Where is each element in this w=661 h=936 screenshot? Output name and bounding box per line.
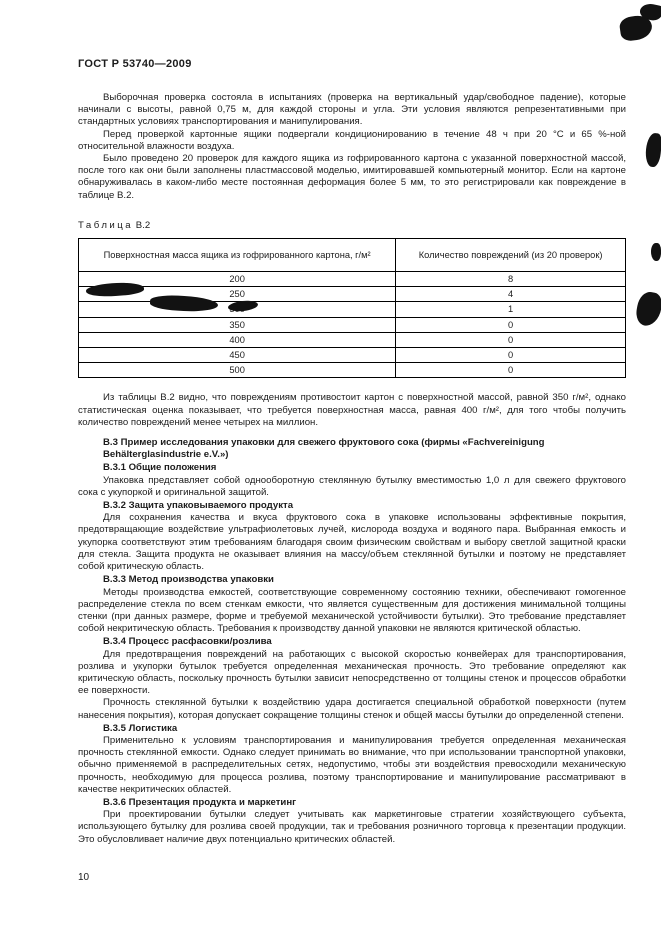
cell-damage: 0 [396, 317, 626, 332]
table-caption [78, 220, 626, 232]
cell-damage: 0 [396, 348, 626, 363]
paragraph: Применительно к условиям транспортирования и манипулирования требуется определенная механическая прочность стеклянной емкости. Однако следует принимать во внимание, что при использовании транспортной упаковки, обычно применяемой в распределительных сетях, недопустимо, чтобы эти воздействия превосходили механическую прочность, необходимую для процесса розлива, поэтому транспортирование и манипулирование рассматривают в качестве некритических областей. [78, 734, 626, 795]
paragraph: Из таблицы В.2 видно, что повреждениям противостоит картон с поверхностной массой, равной 350 г/м², однако статистическая оценка показывает, что требуется поверхностная масса, равная 400 г/м², для того чтобы получить количество повреждений менее четырех на миллион. [78, 392, 626, 428]
paragraph: Упаковка представляет собой однооборотную стеклянную бутылку вместимостью 1,0 л для свежего фруктового сока с укупоркой и оригинальной защитой. [78, 474, 626, 498]
cell-mass: 350 [79, 317, 396, 332]
cell-mass: 200 [79, 272, 396, 287]
paragraph: Для предотвращения повреждений на работающих с высокой скоростью конвейерах для транспортирования, розлива и укупорки бутылок требуется определенная механическая прочность. Это требование определяют как критическую область, поскольку прочность бутылки зависит непосредственно от толщины стенок и процессов обработки ее поверхности. [78, 648, 626, 697]
cell-damage: 8 [396, 272, 626, 287]
page-body [78, 92, 626, 846]
scan-artifact [644, 132, 661, 167]
paragraph: Выборочная проверка состояла в испытаниях (проверка на вертикальный удар/свободное падение), которые начинали с высоты, равной 0,75 м, для каждой стороны и угла. Эти условия являются репрезентативными при стандартных условиях транспортирования и манипулирования. [78, 92, 626, 128]
table-caption-number: В.2 [135, 219, 151, 231]
table-row [79, 317, 626, 332]
cell-mass: 500 [79, 363, 396, 378]
section-heading-b31: В.3.1 Общие положения [103, 462, 217, 474]
page-number: 10 [78, 872, 90, 883]
paragraph: Было проведено 20 проверок для каждого ящика из гофрированного картона с указанной поверхностной массой, после того как они были заполнены пластмассовой моделью, имитировавшей компьютерный монитор. Если на картоне обнаруживалась в каком-либо месте постоянная деформация более 5 мм, то это регистрировали как повреждение в таблице В.2. [78, 153, 626, 201]
table-header-row [79, 239, 626, 272]
scan-artifact [651, 243, 661, 261]
paragraph: Для сохранения качества и вкуса фруктового сока в упаковке использованы эффективные покрытия, предотвращающие воздействие ультрафиолетовых лучей, кислорода воздуха и водяного пара. Выбранная емкость и укупорка соответствуют этим требованиям благодаря своим физическим свойствам и выбору светлой защитной краски для стекла. Защита продукта не оказывает влияния на массу/объем стеклянной бутылки и поэтому не представляет собой критическую область. [78, 512, 626, 573]
paragraph: При проектировании бутылки следует учитывать как маркетинговые стратегии хозяйствующего субъекта, использующего бутылку для розлива своей продукции, так и требования розничного торговца к презентации продукции. Это обусловливает наличие двух потенциально критических областей. [78, 809, 626, 845]
document-number-header: ГОСТ Р 53740—2009 [78, 58, 192, 70]
section-heading-b3: В.3 Пример исследования упаковки для свежего фруктового сока (фирмы «Fachvereinigung Behälterglasindustrie e.V.») [103, 437, 545, 461]
cell-damage: 4 [396, 287, 626, 302]
paragraph: Перед проверкой картонные ящики подвергали кондиционированию в течение 48 ч при 20 °С и 65 %-ной относительной влажности воздуха. [78, 128, 626, 152]
table-caption-word: Таблица [78, 219, 134, 231]
section-heading-b35: В.3.5 Логистика [103, 722, 178, 734]
table-row [79, 348, 626, 363]
table-row [79, 332, 626, 347]
column-header-damage: Количество повреждений (из 20 проверок) [396, 239, 626, 272]
cell-damage: 0 [396, 332, 626, 347]
section-heading-b33: В.3.3 Метод производства упаковки [103, 574, 274, 586]
cell-damage: 1 [396, 302, 626, 317]
cell-mass: 400 [79, 332, 396, 347]
section-heading-b36: В.3.6 Презентация продукта и маркетинг [103, 796, 297, 808]
paragraph: Методы производства емкостей, соответствующие современному состоянию техники, обеспечивают гомогенное распределение стекла по всем стенкам емкости, что является существенным для достижения минимальной толщины стенки (при данных размере, форме и требуемой механической устойчивости бутылки). Это требование представляет собой некритическую область. Требования к производству данной упаковки не являются критической областью. [78, 586, 626, 635]
cell-mass: 250 [79, 287, 396, 302]
column-header-mass: Поверхностная масса ящика из гофрированного картона, г/м² [79, 239, 396, 272]
paragraph: Прочность стеклянной бутылки к воздействию удара достигается специальной обработкой поверхности (путем нанесения покрытия), которая допускает сокращение толщины стенок и общей массы бутылки до определенной степени. [78, 697, 626, 721]
cell-damage: 0 [396, 363, 626, 378]
scan-artifact [618, 14, 653, 42]
section-heading-b34: В.3.4 Процесс расфасовки/розлива [103, 636, 272, 648]
scan-artifact [634, 290, 661, 328]
table-row [79, 363, 626, 378]
section-heading-b32: В.3.2 Защита упаковываемого продукта [103, 500, 294, 512]
table-row [79, 272, 626, 287]
cell-mass: 450 [79, 348, 396, 363]
